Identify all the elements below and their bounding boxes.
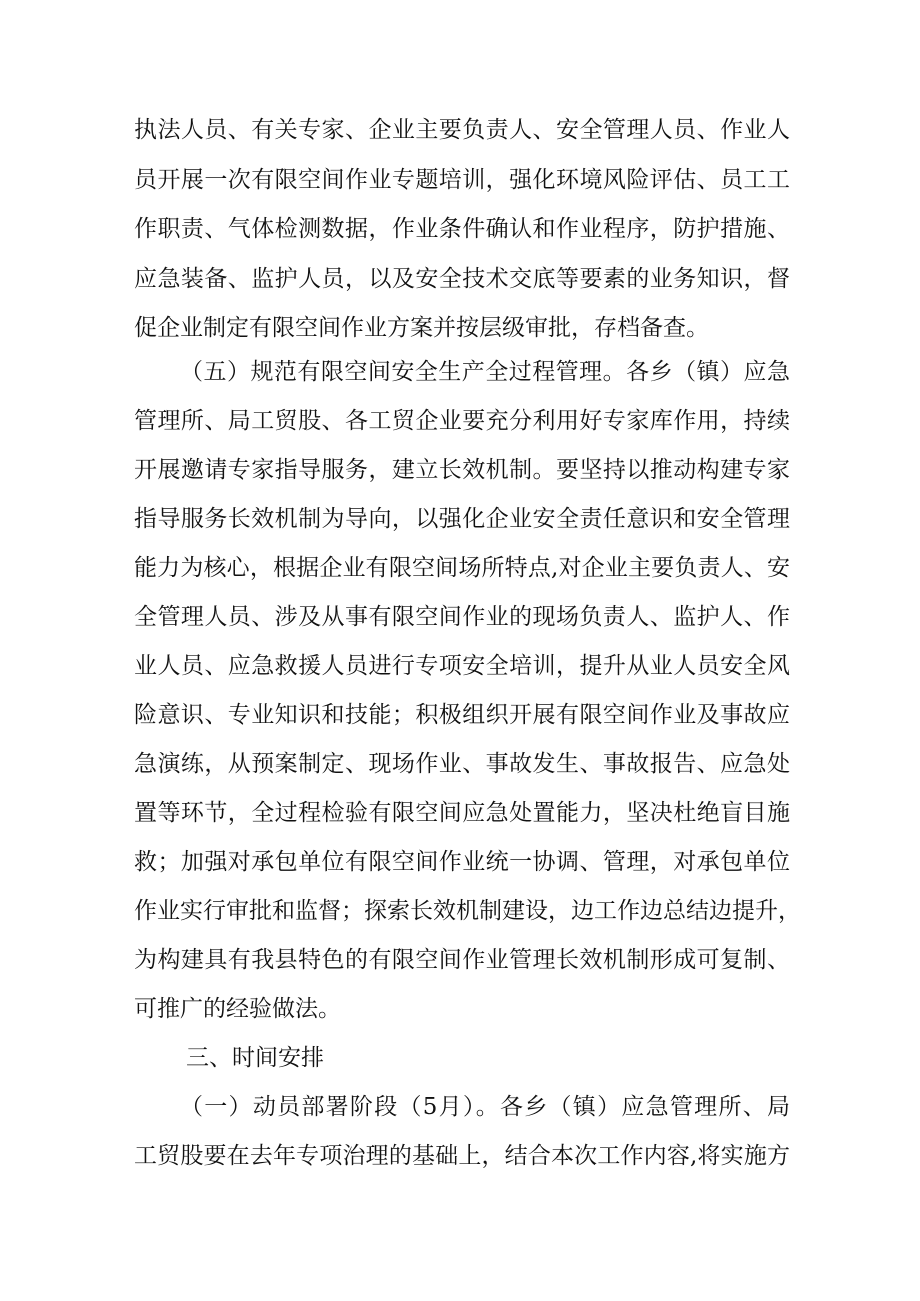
body-text-line: 急演练，从预案制定、现场作业、事故发生、事故报告、应急处 bbox=[134, 751, 790, 777]
body-text-line: 工贸股要在去年专项治理的基础上，结合本次工作内容,将实施方 bbox=[134, 1143, 790, 1169]
body-text-line: 可推广的经验做法。 bbox=[134, 996, 341, 1022]
body-text-line: 作职责、气体检测数据，作业条件确认和作业程序，防护措施、 bbox=[134, 216, 790, 242]
body-text-line: 指导服务长效机制为导向，以强化企业安全责任意识和安全管理 bbox=[134, 506, 790, 532]
body-text-line: 开展邀请专家指导服务，建立长效机制。要坚持以推动构建专家 bbox=[134, 457, 790, 483]
body-text-line: 业人员、应急救援人员进行专项安全培训，提升从业人员安全风 bbox=[134, 653, 790, 679]
body-text-line: 促企业制定有限空间作业方案并按层级审批，存档备查。 bbox=[134, 315, 709, 341]
body-text-line: 全管理人员、涉及从事有限空间作业的现场负责人、监护人、作 bbox=[134, 604, 790, 630]
body-text-line: 应急装备、监护人员，以及安全技术交底等要素的业务知识，督 bbox=[134, 266, 790, 292]
body-text-line: 作业实行审批和监督；探索长效机制建设，边工作边总结边提升， bbox=[134, 898, 801, 924]
body-text-line: 置等环节，全过程检验有限空间应急处置能力，坚决杜绝盲目施 bbox=[134, 800, 790, 826]
subsection-one-heading-line: （一）动员部署阶段（5月）。各乡（镇）应急管理所、局 bbox=[180, 1094, 790, 1120]
body-text-line: 险意识、专业知识和技能；积极组织开展有限空间作业及事故应 bbox=[134, 702, 790, 728]
body-text-line: 执法人员、有关专家、企业主要负责人、安全管理人员、作业人 bbox=[134, 117, 790, 143]
section-five-heading-line: （五）规范有限空间安全生产全过程管理。各乡（镇）应急 bbox=[180, 359, 790, 385]
body-text-line: 员开展一次有限空间作业专题培训，强化环境风险评估、员工工 bbox=[134, 167, 790, 193]
section-three-heading: 三、时间安排 bbox=[186, 1045, 324, 1071]
body-text-line: 为构建具有我县特色的有限空间作业管理长效机制形成可复制、 bbox=[134, 947, 790, 973]
body-text-line: 能力为核心，根据企业有限空间场所特点,对企业主要负责人、安 bbox=[134, 555, 790, 581]
body-text-line: 救；加强对承包单位有限空间作业统一协调、管理，对承包单位 bbox=[134, 849, 790, 875]
body-text-line: 管理所、局工贸股、各工贸企业要充分利用好专家库作用，持续 bbox=[134, 408, 790, 434]
